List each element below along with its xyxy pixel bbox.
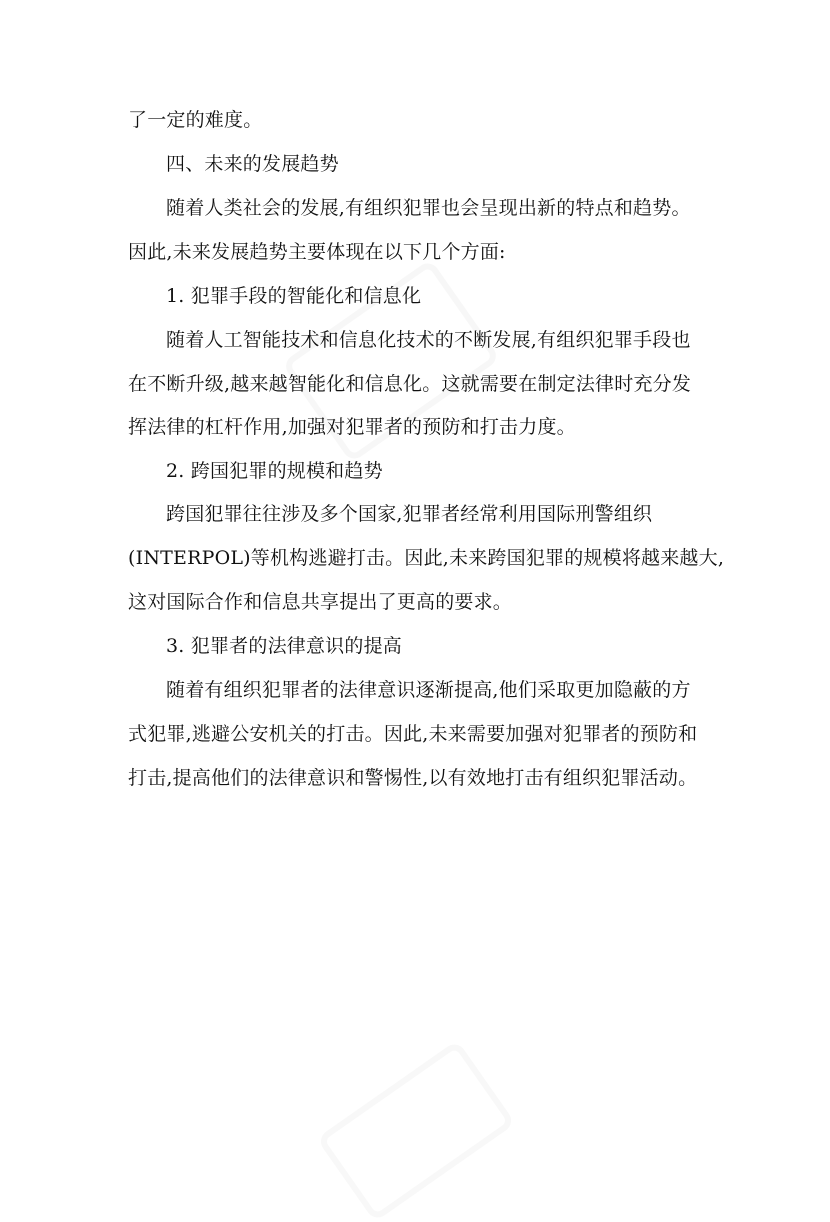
subsection-heading: 1. 犯罪手段的智能化和信息化 bbox=[166, 285, 422, 307]
paragraph-line: 式犯罪,逃避公安机关的打击。因此,未来需要加强对犯罪者的预防和 bbox=[128, 723, 698, 745]
paragraph-line: (INTERPOL)等机构逃避打击。因此,未来跨国犯罪的规模将越来越大, bbox=[128, 547, 725, 569]
subsection-heading: 2. 跨国犯罪的规模和趋势 bbox=[166, 460, 383, 482]
section-heading: 四、未来的发展趋势 bbox=[166, 153, 339, 175]
paragraph-line: 因此,未来发展趋势主要体现在以下几个方面: bbox=[128, 241, 506, 263]
paragraph-line: 随着人类社会的发展,有组织犯罪也会呈现出新的特点和趋势。 bbox=[166, 197, 691, 219]
watermark-stamp bbox=[316, 1040, 515, 1222]
paragraph-line: 了一定的难度。 bbox=[128, 109, 263, 131]
paragraph-line: 这对国际合作和信息共享提出了更高的要求。 bbox=[128, 591, 513, 613]
paragraph-line: 打击,提高他们的法律意识和警惕性,以有效地打击有组织犯罪活动。 bbox=[128, 767, 698, 789]
paragraph-line: 跨国犯罪往往涉及多个国家,犯罪者经常利用国际刑警组织 bbox=[166, 503, 653, 525]
paragraph-line: 在不断升级,越来越智能化和信息化。这就需要在制定法律时充分发 bbox=[128, 373, 692, 395]
paragraph-line: 随着人工智能技术和信息化技术的不断发展,有组织犯罪手段也 bbox=[166, 329, 691, 351]
paragraph-line: 挥法律的杠杆作用,加强对犯罪者的预防和打击力度。 bbox=[128, 416, 576, 438]
subsection-heading: 3. 犯罪者的法律意识的提高 bbox=[166, 635, 402, 657]
paragraph-line: 随着有组织犯罪者的法律意识逐渐提高,他们采取更加隐蔽的方 bbox=[166, 679, 691, 701]
